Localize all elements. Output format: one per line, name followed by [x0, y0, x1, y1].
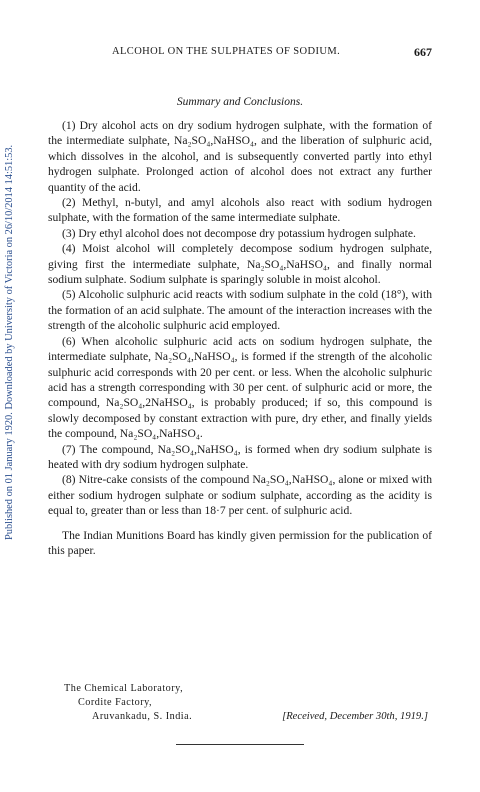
- end-rule: [176, 744, 304, 745]
- affiliation-laboratory: The Chemical Laboratory,: [64, 683, 184, 694]
- download-watermark: [4, 70, 18, 540]
- running-title: ALCOHOL ON THE SULPHATES OF SODIUM.: [112, 46, 341, 57]
- affiliation-location: Aruvankadu, S. India.: [92, 711, 193, 722]
- affiliation-factory: Cordite Factory,: [78, 697, 153, 708]
- paragraph-4: (4) Moist alcohol will completely decompose sodium hydrogen sulphate, giving first the intermediate sulphate, Na₂SO₄,NaHSO₄, and finally normal sodium sulphate. Sodium sulphate is sparingly soluble in moist alcohol.: [48, 242, 432, 287]
- received-date: [Received, December 30th, 1919.]: [282, 711, 428, 722]
- download-watermark-text: Published on 01 January 1920. Downloaded by University of Victoria on 26/10/2014 14:51:53.: [4, 144, 15, 540]
- paragraph-6: (6) When alcoholic sulphuric acid acts on sodium hydrogen sulphate, the intermediate sulphate, Na₂SO₄,NaHSO₄, is formed if the strength of the alcoholic sulphuric acid corresponds with 20 per cent. or less. When the alcoholic sulphuric acid has a strength corresponding with 30 per cent. of sulphuric acid or more, the compound, Na₂SO₄,2NaHSO₄, is probably produced; if so, this compound is slowly decomposed by constant extraction with pure, dry ether, and finally yields the compound, Na₂SO₄,NaHSO₄.: [48, 334, 432, 441]
- paragraph-2: (2) Methyl, n-butyl, and amyl alcohols also react with sodium hydrogen sulphate, with the formation of the same intermediate sulphate.: [48, 196, 432, 225]
- page-header: [48, 46, 432, 62]
- section-title: Summary and Conclusions.: [176, 96, 304, 108]
- paragraph-3: (3) Dry ethyl alcohol does not decompose dry potassium hydrogen sulphate.: [62, 226, 416, 240]
- affiliation-location-row: [64, 710, 432, 724]
- article-body: [48, 118, 432, 558]
- paragraph-7: (7) The compound, Na₂SO₄,NaHSO₄, is formed when dry sodium sulphate is heated with dry sodium hydrogen sulphate.: [48, 442, 432, 471]
- page-number: 667: [414, 45, 432, 59]
- affiliation-block: [64, 682, 432, 724]
- paragraph-5: (5) Alcoholic sulphuric acid reacts with sodium sulphate in the cold (18°), with the formation of an acid sulphate. The amount of the interaction increases with the strength of the alcoholic sulphuric acid employed.: [48, 288, 432, 333]
- paragraph-1: (1) Dry alcohol acts on dry sodium hydrogen sulphate, with the formation of the intermediate sulphate, Na₂SO₄,NaHSO₄, and the liberation of sulphuric acid, which dissolves in the alcohol, and is subsequently converted partly into ethyl hydrogen sulphate. Prolonged action of alcohol does not extract any further quantity of the acid.: [48, 119, 432, 194]
- acknowledgement: The Indian Munitions Board has kindly given permission for the publication of this paper.: [48, 528, 432, 557]
- paragraph-8: (8) Nitre-cake consists of the compound Na₂SO₄,NaHSO₄, alone or mixed with either sodium hydrogen sulphate or sodium sulphate, according as the acidity is equal to, greater than or less than 18·7 per cent. of sulphuric acid.: [48, 473, 432, 518]
